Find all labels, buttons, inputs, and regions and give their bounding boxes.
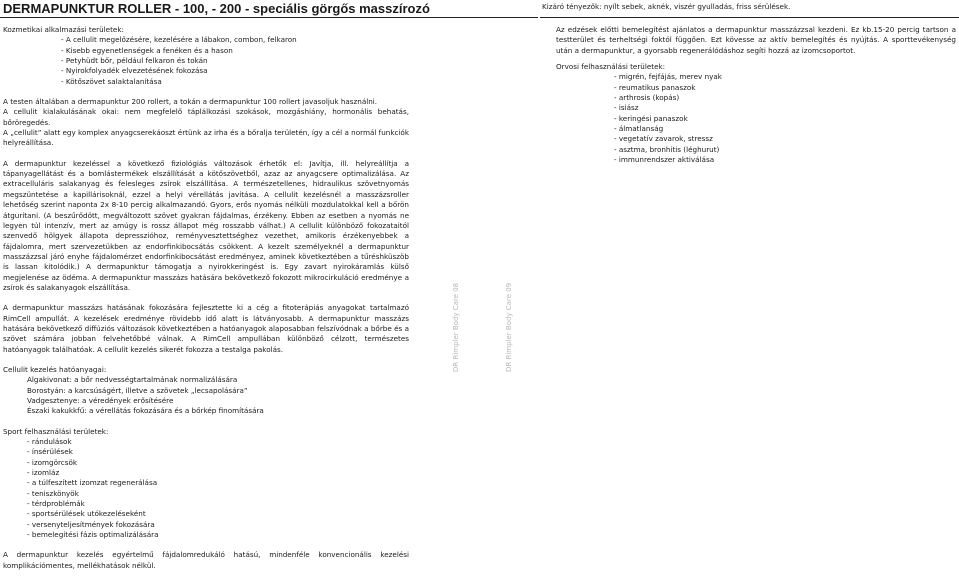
list-item: - ínsérülések [27,447,73,457]
list-item: - asztma, bronhitis (léghurut) [614,144,720,154]
list-item: - a túlfeszített izomzat regenerálása [27,478,158,488]
page-title: DERMAPUNKTUR ROLLER - 100, - 200 - speciális görgős masszírozó [3,1,430,16]
left-column [3,25,409,571]
sport-list [3,437,409,540]
list-item: - rándulások [27,437,72,447]
list-item: Északi kakukkfű: a vérellátás fokozására és a bőrkép finomítására [27,406,264,416]
right-column [556,25,956,165]
title-divider [0,17,538,18]
paragraph: A testen általában a dermapunktur 200 rollert, a tokán a dermapunktur 100 rollert javasoljuk használni. [3,97,378,107]
medical-list [556,72,956,165]
list-item: - izomláz [27,468,60,478]
list-item: Algakivonat: a bőr nedvességtartalmának normalizálására [27,375,238,385]
medical-heading: Orvosi felhasználási területek: [556,62,666,72]
list-item: - Kisebb egyenetlenségek a fenéken és a hason [61,45,233,55]
list-item: - izomgörcsök [27,457,78,467]
right-divider [540,17,959,18]
cosmetic-heading: Kozmetikai alkalmazási területek: [3,25,124,34]
page-label-right: DR Rimpler Body Care 09 [505,282,513,372]
paragraph: A dermapunktur masszázs hatásának fokozására fejlesztette ki a cég a fitoterápiás anyagokat tartalmazó RimCell ampullát. A kezelések eredménye rövidebb idő alatt is látványosabb. A dermapunktur masszázs hatására bekövetkező diffúziós változások következtében a hatóanyagok alaposabban felszívódnak a bőrbe és a szövet számára jobban felvehetőbbé válnak. A RimCell ampullában különböző célzott, természetes hatóanyagok találhatóak. A cellulit kezelés sikerét fokozza a testalga pakolás. [3,303,409,354]
list-item: - reumatikus panaszok [614,82,696,92]
list-item: - sportsérülések utókezeléseként [27,509,146,519]
list-item: - Petyhüdt bőr, például felkaron és tokán [61,56,208,66]
list-item: Borostyán: a karcsúságért, illetve a szövetek „lecsapolására” [27,385,248,395]
list-item: - bemelegítési fázis optimalizálására [27,530,159,540]
contraindication-text: Kizáró tényezők: nyílt sebek, aknék, viszér gyulladás, friss sérülések. [542,2,791,11]
list-item: - A cellulit megelőzésére, kezelésére a lábakon, combon, felkaron [61,35,297,45]
paragraph: A „cellulit” alatt egy komplex anyagcserekáoszt értünk az irha és a bőralja területén, így a cél a normál funkciók helyreállítása. [3,128,409,148]
paragraph: A dermapunktur kezeléssel a következő fiziológiás változások érhetők el: Javítja, ill. helyreállítja a tápanyagellátást és a bomlástermékek elszállítását a kötőszövetből, azaz az anyagcsere optimalizálása. Az extracelluláris salakanyag és felesleges zsírok elszállítása. A természetellenes, hidraulikus szövetnyomás megszüntetése a kapillárisoknál, ezzel a helyi vérellátás javítása. A cellulit kezelésnél a masszázsroller lehetőség szerint naponta 2x 8-10 percig alkalmazandó. Gyors, erős nyomás nélküli mozdulatokkal kell a bőrön átgurítani. (A beszűrődött, megváltozott szövet gyakran fájdalmas, érzékeny. Ebben az esetben a nyomás ne legyen túl intenzív, mert az amúgy is rossz állapot még rosszabb válhat.) A cellulit különböző fokozataitól szenvedő hölgyek állapota depresszióhoz, reményvesztettséghez vezethet, amikoris érzékenyebbek a fájdalomra, mert szervezetükben az endorfinkibocsátás csökkent. A kezelt személyeknél a dermapunktur masszázzsal járó enyhe fájdalomérzet endorfinkibocsátást eredményez, aminek következtében a tűréshküszöb is lassan kitolódik.) A dermapunktur támogatja a nyirokkeringést is. Egy zavart nyirokáramlás külső megjelenése az ödéma. A dermapunktur masszázs hatására bekövetkező fokozott mikrocirkuláció eredménye a zsírok és salakanyagok elszállítása. [3,158,409,292]
list-item: - teniszkönyök [27,488,79,498]
active-ingredients-heading: Cellulit kezelés hatóanyagai: [3,364,107,374]
active-ingredients-list [3,375,409,416]
paragraph: A cellulit kialakulásának okai: nem megfelelő táplálkozási szokások, mozgáshiány, hormonális behatás, bőröregedés. [3,107,409,127]
list-item: - immunrendszer aktiválása [614,155,715,165]
list-item: - arthrosis (kopás) [614,93,680,103]
list-item: - isiász [614,103,639,113]
list-item: Vadgesztenye: a véredények erősítésére [27,396,174,405]
list-item: - Nyirokfolyadék elvezetésének fokozása [61,66,208,76]
paragraph: A dermapunktur kezelés egyértelmű fájdalomredukáló hatású, mindenféle konvencionális kezelési komplikációmentes, mellékhatások nélkül. [3,550,409,570]
warmup-paragraph: Az edzések előtti bemelegítést ajánlatos a dermapunktur masszázzsal kezdeni. Ez kb.15-20 percig tartson a testterület és terheltségi foktól függően. Ezt kövesse az aktív bemelegítés és nyújtás. A sporttevékenység után a dermapunktur, a gyorsabb regenerálódáshoz segíti hozzá az izomcsoportot. [556,25,956,55]
list-item: - álmatlanság [614,124,664,134]
cosmetic-list [3,35,409,87]
list-item: - keringési panaszok [614,113,688,123]
sport-heading: Sport felhasználási területek: [3,426,109,436]
list-item: - migrén, fejfájás, merev nyak [614,72,722,82]
list-item: - Kötőszövet salaktalanítása [61,76,162,86]
list-item: - versenyteljesítmények fokozására [27,519,155,529]
list-item: - vegetatív zavarok, stressz [614,134,713,144]
list-item: - térdproblémák [27,499,85,509]
page-label-left: DR Rimpler Body Care 08 [452,282,460,372]
